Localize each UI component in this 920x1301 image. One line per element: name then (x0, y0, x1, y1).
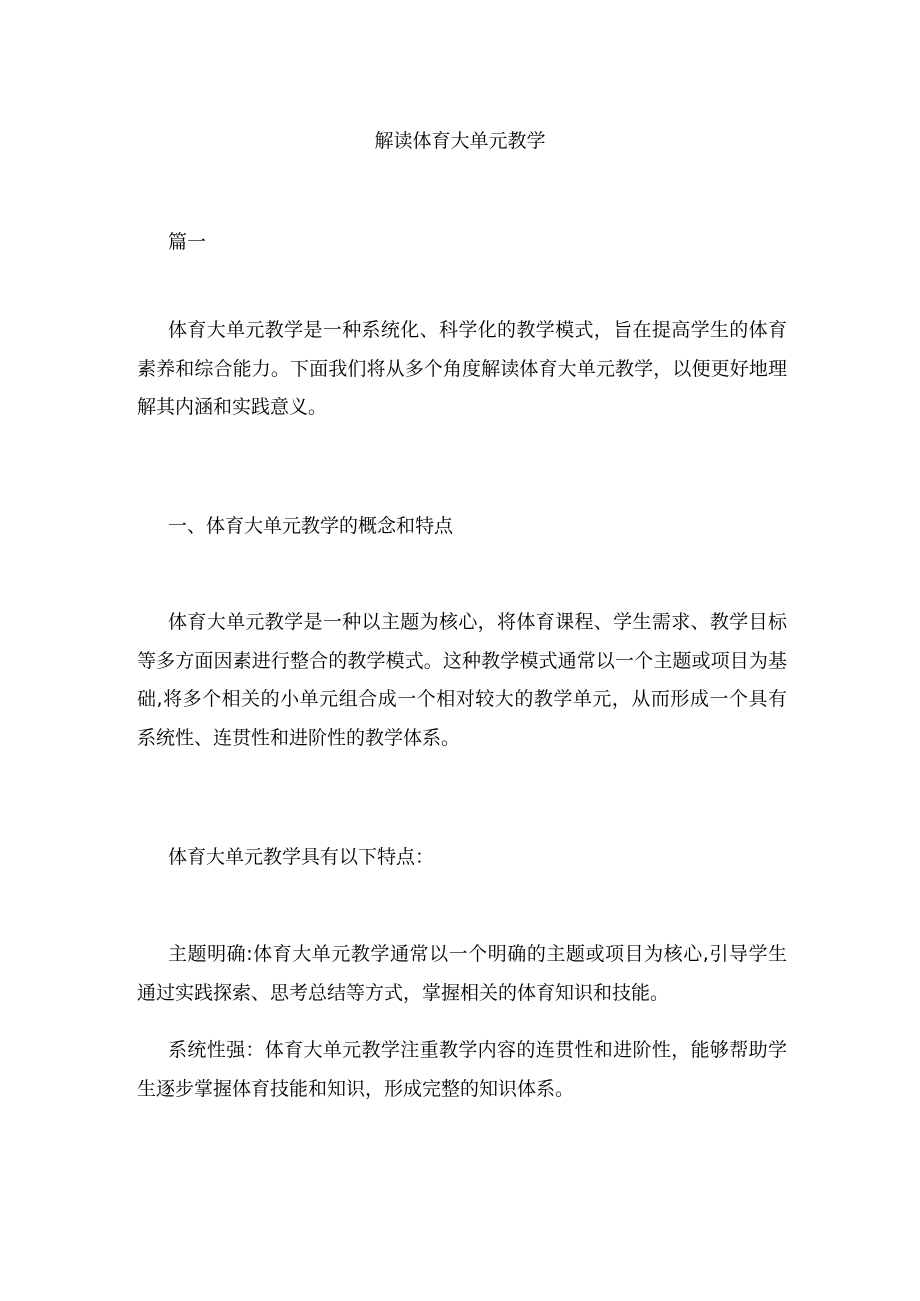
intro-paragraph: 体育大单元教学是一种系统化、科学化的教学模式，旨在提高学生的体育素养和综合能力。下面我们将从多个角度解读体育大单元教学，以便更好地理解其内涵和实践意义。 (137, 319, 787, 418)
concept-paragraph: 体育大单元教学是一种以主题为核心，将体育课程、学生需求、教学目标等多方面因素进行整合的教学模式。这种教学模式通常以一个主题或项目为基础,将多个相关的小单元组合成一个相对较大的教学单元，从而形成一个具有系统性、连贯性和进阶性的教学体系。 (137, 611, 787, 749)
part-label: 篇一 (168, 231, 207, 253)
feature-theme-paragraph: 主题明确:体育大单元教学通常以一个明确的主题或项目为核心,引导学生通过实践探索、思考总结等方式，掌握相关的体育知识和技能。 (137, 943, 787, 1004)
section-heading: 一、体育大单元教学的概念和特点 (168, 515, 454, 537)
features-intro: 体育大单元教学具有以下特点： (168, 846, 435, 868)
feature-system-paragraph: 系统性强：体育大单元教学注重教学内容的连贯性和进阶性，能够帮助学生逐步掌握体育技能和知识，形成完整的知识体系。 (137, 1039, 787, 1100)
document-title: 解读体育大单元教学 (374, 130, 546, 152)
